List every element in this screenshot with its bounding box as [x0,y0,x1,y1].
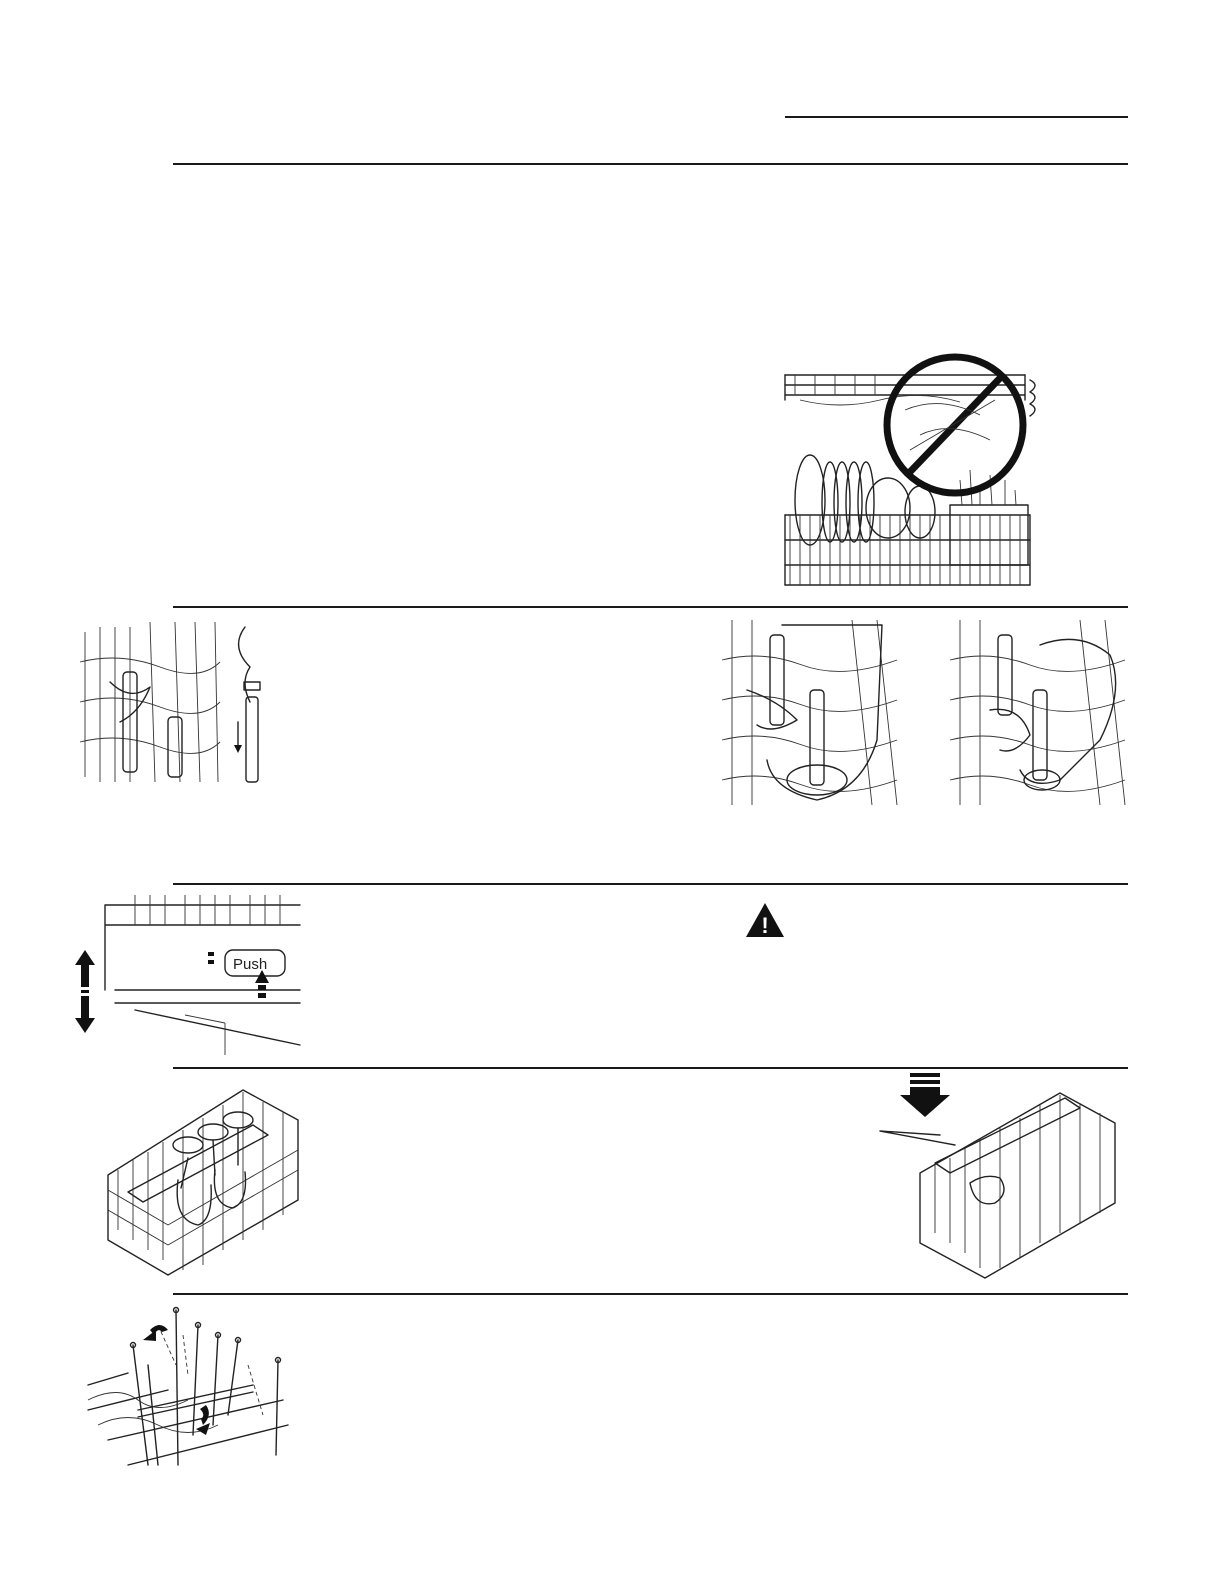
section-rule-4 [173,1293,1128,1295]
rack-push-label: Push [233,956,268,973]
section-rule-2 [173,883,1128,885]
header-rule [173,163,1128,165]
cup-shelf-illustration [103,1080,298,1275]
section-rule-1 [173,606,1128,608]
fold-down-tines-illustration [88,1305,288,1470]
header-short-rule [785,116,1128,118]
section-rule-3 [173,1067,1128,1069]
upper-rack-illustration [780,340,1050,590]
stemware-holder-illustration [80,622,270,787]
stemware-glass-illustration-1 [722,620,897,805]
prohibited-sign-icon [887,357,1023,493]
down-arrow-icon [900,1073,950,1117]
warning-symbol: ! [761,913,769,938]
up-down-arrow-icon [75,950,95,1033]
stemware-glass-illustration-2 [950,620,1125,805]
warning-triangle-icon [745,902,785,938]
rack-adjust-illustration [75,895,300,1060]
cup-shelf-fold-illustration [880,1073,1125,1278]
